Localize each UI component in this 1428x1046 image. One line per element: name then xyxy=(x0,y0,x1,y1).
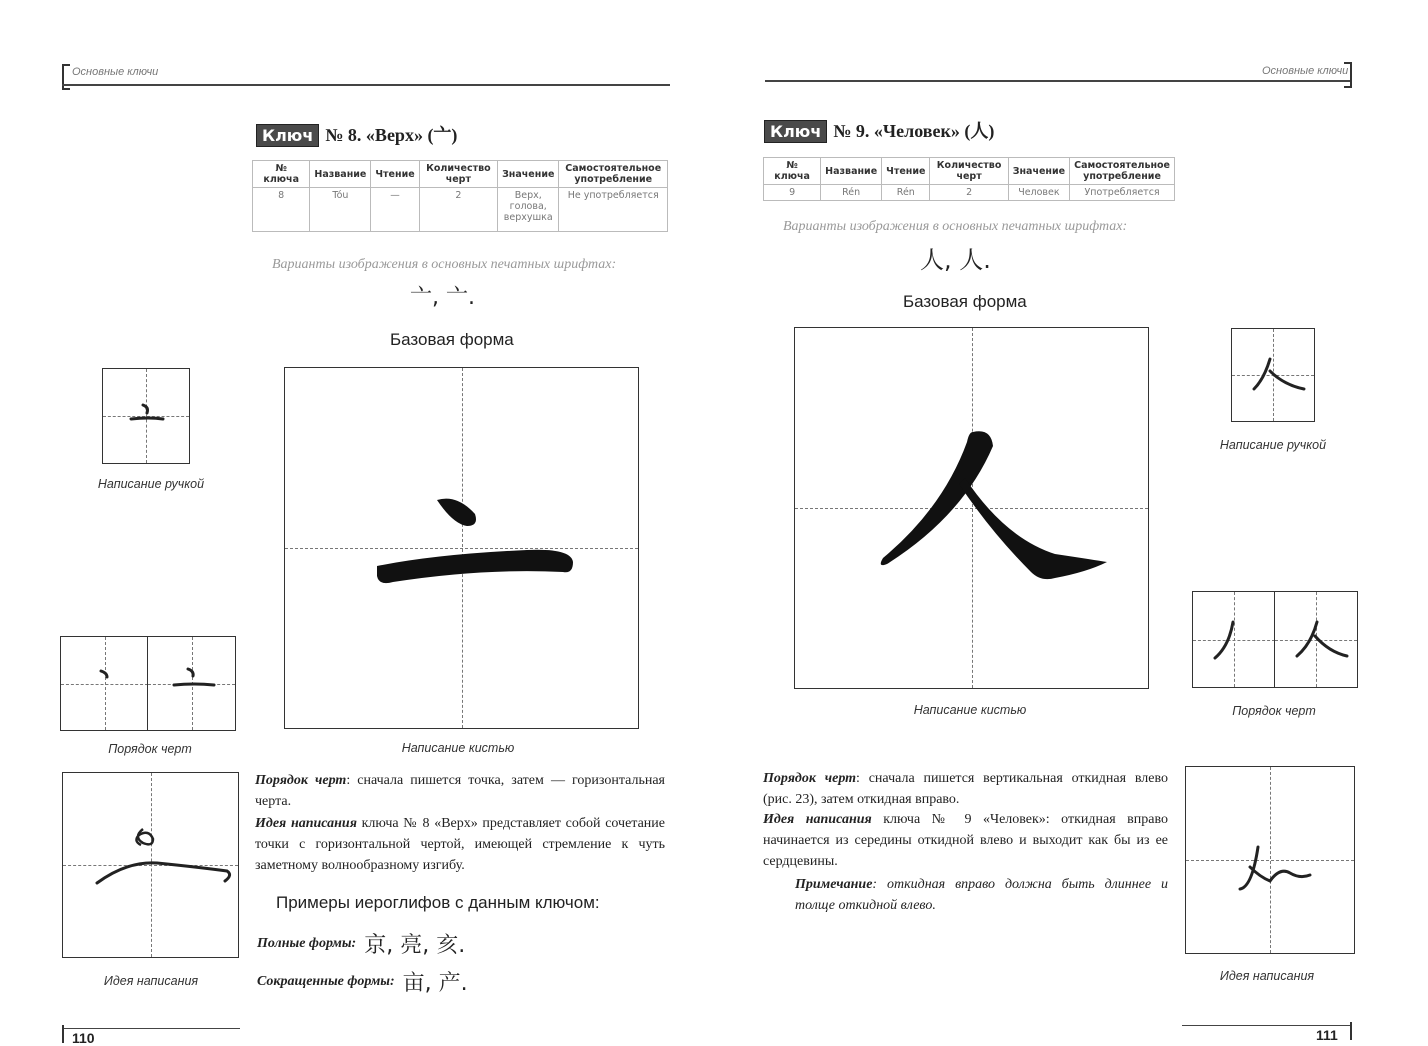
right-order-label: Порядок черт xyxy=(763,771,857,786)
right-order-grid-2 xyxy=(1274,591,1358,688)
left-order-grid-1 xyxy=(60,636,149,731)
left-order-paragraph xyxy=(255,770,665,812)
table-header: Значение xyxy=(498,161,559,188)
left-examples-heading: Примеры иероглифов с данным ключом: xyxy=(276,893,600,912)
table-cell: Rén xyxy=(821,185,882,201)
table-cell: Не употребляется xyxy=(559,188,668,232)
left-short-chars: 亩, 产. xyxy=(402,971,468,996)
right-brush-grid xyxy=(794,327,1149,689)
left-caption-order: Порядок черт xyxy=(108,742,192,756)
left-order-text: : сначала пишется точка, затем — горизонтальная черта. xyxy=(255,773,665,809)
left-variants: 亠, 亠. xyxy=(410,285,475,310)
right-order-grid-1 xyxy=(1192,591,1276,688)
table-cell: 9 xyxy=(764,185,821,201)
right-order-text: : сначала пишется вертикальная откидная влево (рис. 23), затем откидная вправо. xyxy=(763,771,1168,807)
left-full-chars: 京, 亮, 亥. xyxy=(364,933,466,958)
right-page-number: 111 xyxy=(1316,1027,1338,1043)
left-footer-rule xyxy=(62,1028,240,1029)
left-pen-grid xyxy=(102,368,190,464)
left-variants-label: Варианты изображения в основных печатных шрифтах: xyxy=(272,257,617,272)
right-running-header: Основные ключи xyxy=(1262,65,1349,77)
left-key-badge: Ключ xyxy=(256,124,319,147)
order-step-1-icon xyxy=(1193,592,1277,689)
right-base-form-heading: Базовая форма xyxy=(903,292,1027,311)
right-caption-brush: Написание кистью xyxy=(913,703,1027,717)
idea-sketch-icon xyxy=(63,773,240,959)
table-header-row xyxy=(253,161,668,188)
left-footer-bracket xyxy=(62,1025,70,1043)
left-order-label: Порядок черт xyxy=(255,773,347,788)
table-cell: 8 xyxy=(253,188,310,232)
table-header: Самостоятельное употребление xyxy=(1070,158,1175,185)
table-cell: Верх, голова, верхушка xyxy=(498,188,559,232)
left-short-label: Сокращенные формы: xyxy=(257,973,395,989)
order-step-1-icon xyxy=(61,637,150,732)
right-idea-paragraph xyxy=(763,809,1168,872)
table-header: Чтение xyxy=(882,158,930,185)
left-key-title-text: № 8. «Верх» (亠) xyxy=(325,125,458,145)
left-page-number: 110 xyxy=(72,1030,95,1046)
table-cell: Человек xyxy=(1008,185,1069,201)
right-footer-rule xyxy=(1182,1025,1350,1026)
right-variants: 人, 人. xyxy=(920,246,991,274)
left-base-form-heading: Базовая форма xyxy=(390,330,514,349)
table-header: Количество черт xyxy=(930,158,1008,185)
table-row xyxy=(764,185,1175,201)
table-header: Значение xyxy=(1008,158,1069,185)
left-idea-label: Идея написания xyxy=(255,816,357,831)
table-cell: Tóu xyxy=(310,188,371,232)
left-key-title xyxy=(256,121,457,147)
right-caption-idea: Идея написания xyxy=(1219,969,1315,983)
right-key-table xyxy=(763,157,1175,201)
right-idea-grid xyxy=(1185,766,1355,954)
left-header-bracket xyxy=(62,64,70,90)
right-variants-label: Варианты изображения в основных печатных шрифтах: xyxy=(783,219,1128,234)
table-header: Самостоятельное употребление xyxy=(559,161,668,188)
left-full-forms-row xyxy=(257,928,465,959)
table-cell: — xyxy=(371,188,419,232)
order-step-2-icon xyxy=(1275,592,1359,689)
left-idea-paragraph xyxy=(255,813,665,876)
table-cell: Rén xyxy=(882,185,930,201)
right-note-label: Примечание xyxy=(795,877,873,892)
left-brush-grid xyxy=(284,367,639,729)
left-header-rule xyxy=(62,84,670,86)
table-header: № ключа xyxy=(764,158,821,185)
idea-sketch-icon xyxy=(1186,767,1356,955)
order-step-2-icon xyxy=(148,637,237,732)
right-note-paragraph xyxy=(795,874,1168,916)
right-header-bracket xyxy=(1344,62,1352,88)
right-footer-bracket xyxy=(1344,1022,1352,1040)
right-caption-order: Порядок черт xyxy=(1232,704,1316,718)
table-header: Название xyxy=(310,161,371,188)
left-caption-pen: Написание ручкой xyxy=(97,477,205,491)
table-row xyxy=(253,188,668,232)
right-key-title-text: № 9. «Человек» (人) xyxy=(833,121,995,141)
brush-stroke-icon xyxy=(795,328,1150,690)
left-short-forms-row xyxy=(257,966,468,997)
table-cell: Употребляется xyxy=(1070,185,1175,201)
right-key-title xyxy=(764,117,994,143)
right-note-text: : откидная вправо должна быть длиннее и толще откидной влево. xyxy=(795,877,1168,913)
brush-stroke-icon xyxy=(285,368,640,730)
pen-stroke-icon xyxy=(103,369,191,465)
table-header: Количество черт xyxy=(419,161,497,188)
left-full-label: Полные формы: xyxy=(257,935,357,951)
right-idea-label: Идея написания xyxy=(763,812,872,827)
left-key-table xyxy=(252,160,668,232)
right-header-rule xyxy=(765,80,1351,82)
left-caption-idea: Идея написания xyxy=(103,974,199,988)
right-key-badge: Ключ xyxy=(764,120,827,143)
right-caption-pen: Написание ручкой xyxy=(1219,438,1327,452)
table-header: № ключа xyxy=(253,161,310,188)
table-header: Чтение xyxy=(371,161,419,188)
left-running-header: Основные ключи xyxy=(72,66,159,78)
left-caption-brush: Написание кистью xyxy=(401,741,515,755)
table-cell: 2 xyxy=(930,185,1008,201)
right-idea-text: ключа № 9 «Человек»: откидная вправо начинается из середины откидной влево и выходит как бы из ее сердцевины. xyxy=(763,812,1168,869)
right-order-paragraph xyxy=(763,768,1168,810)
pen-stroke-icon xyxy=(1232,329,1316,423)
table-header: Название xyxy=(821,158,882,185)
left-idea-text: ключа № 8 «Верх» представляет собой сочетание точки с горизонтальной чертой, имеющей стремление к чуть заметному волнообразному изгибу. xyxy=(255,816,665,873)
table-header-row xyxy=(764,158,1175,185)
right-pen-grid xyxy=(1231,328,1315,422)
table-cell: 2 xyxy=(419,188,497,232)
left-order-grid-2 xyxy=(147,636,236,731)
left-idea-grid xyxy=(62,772,239,958)
